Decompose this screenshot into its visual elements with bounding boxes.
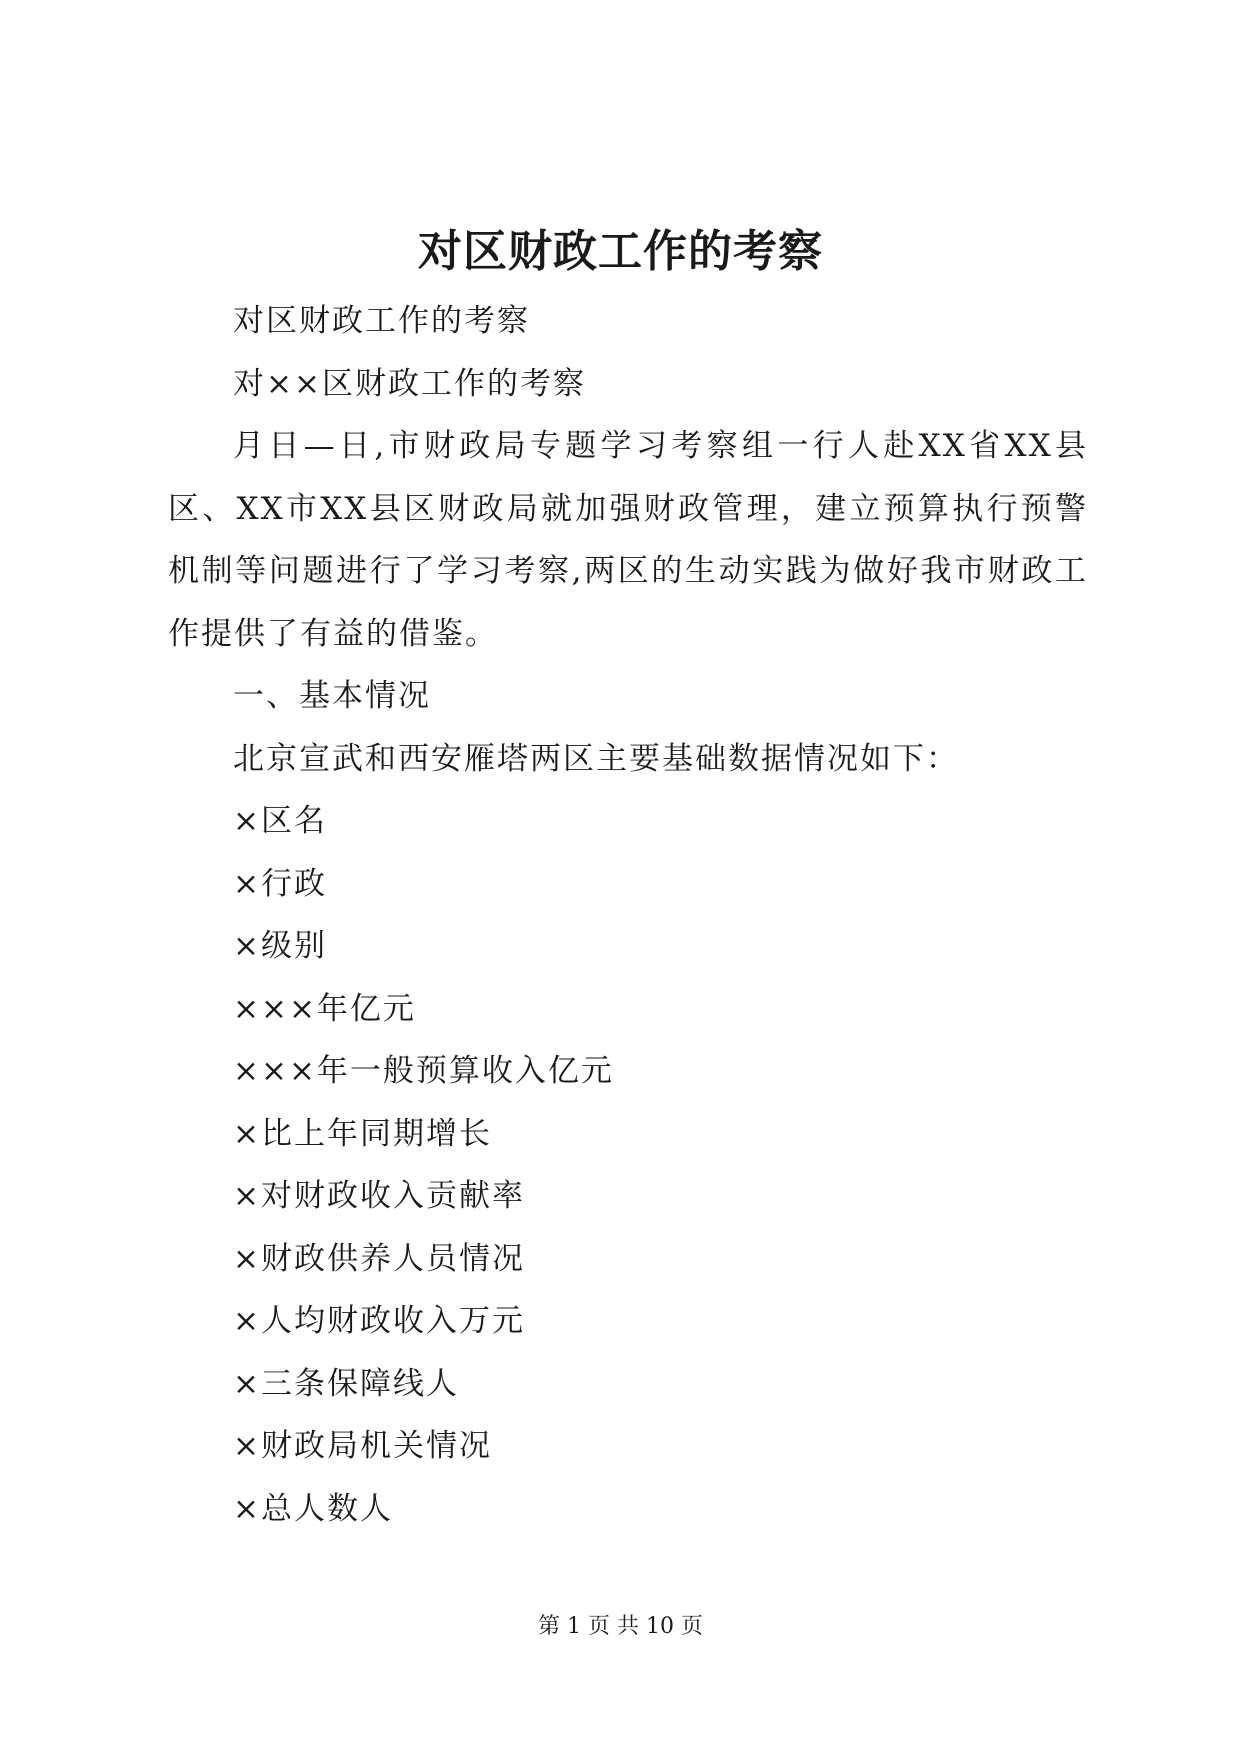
list-item: ×财政局机关情况 — [233, 1428, 492, 1464]
document-body — [168, 290, 1088, 1540]
list-item: ×财政供养人员情况 — [233, 1240, 525, 1277]
list-item: ×三条保障线人 — [233, 1365, 459, 1402]
list-item: ×比上年同期增长 — [233, 1115, 492, 1152]
list-item: ×级别 — [233, 928, 327, 964]
document-title: 对区财政工作的考察 — [418, 226, 823, 277]
list-item: ×××年亿元 — [233, 990, 416, 1027]
section-heading: 一、基本情况 — [233, 678, 431, 714]
list-item: ×行政 — [233, 865, 327, 902]
list-item: ×对财政收入贡献率 — [233, 1178, 525, 1214]
list-item: ×人均财政收入万元 — [233, 1303, 525, 1339]
paragraph-intro: 月日—日,市财政局专题学习考察组一行人赴XX省XX县区、XX市XX县区财政局就加强财政管理，建立预算执行预警机制等问题进行了学习考察,两区的生动实践为做好我市财政工作提供了有益的借鉴。 — [168, 428, 1088, 652]
list-item: ×总人数人 — [233, 1490, 393, 1527]
list-item: ×××年一般预算收入亿元 — [233, 1053, 614, 1089]
paragraph-data-intro: 北京宣武和西安雁塔两区主要基础数据情况如下： — [233, 740, 959, 777]
page-footer: 第 1 页 共 10 页 — [538, 1614, 703, 1639]
list-item: ×区名 — [233, 803, 327, 839]
paragraph-subtitle: 对区财政工作的考察 — [233, 303, 530, 339]
paragraph-heading: 对××区财政工作的考察 — [233, 365, 586, 402]
